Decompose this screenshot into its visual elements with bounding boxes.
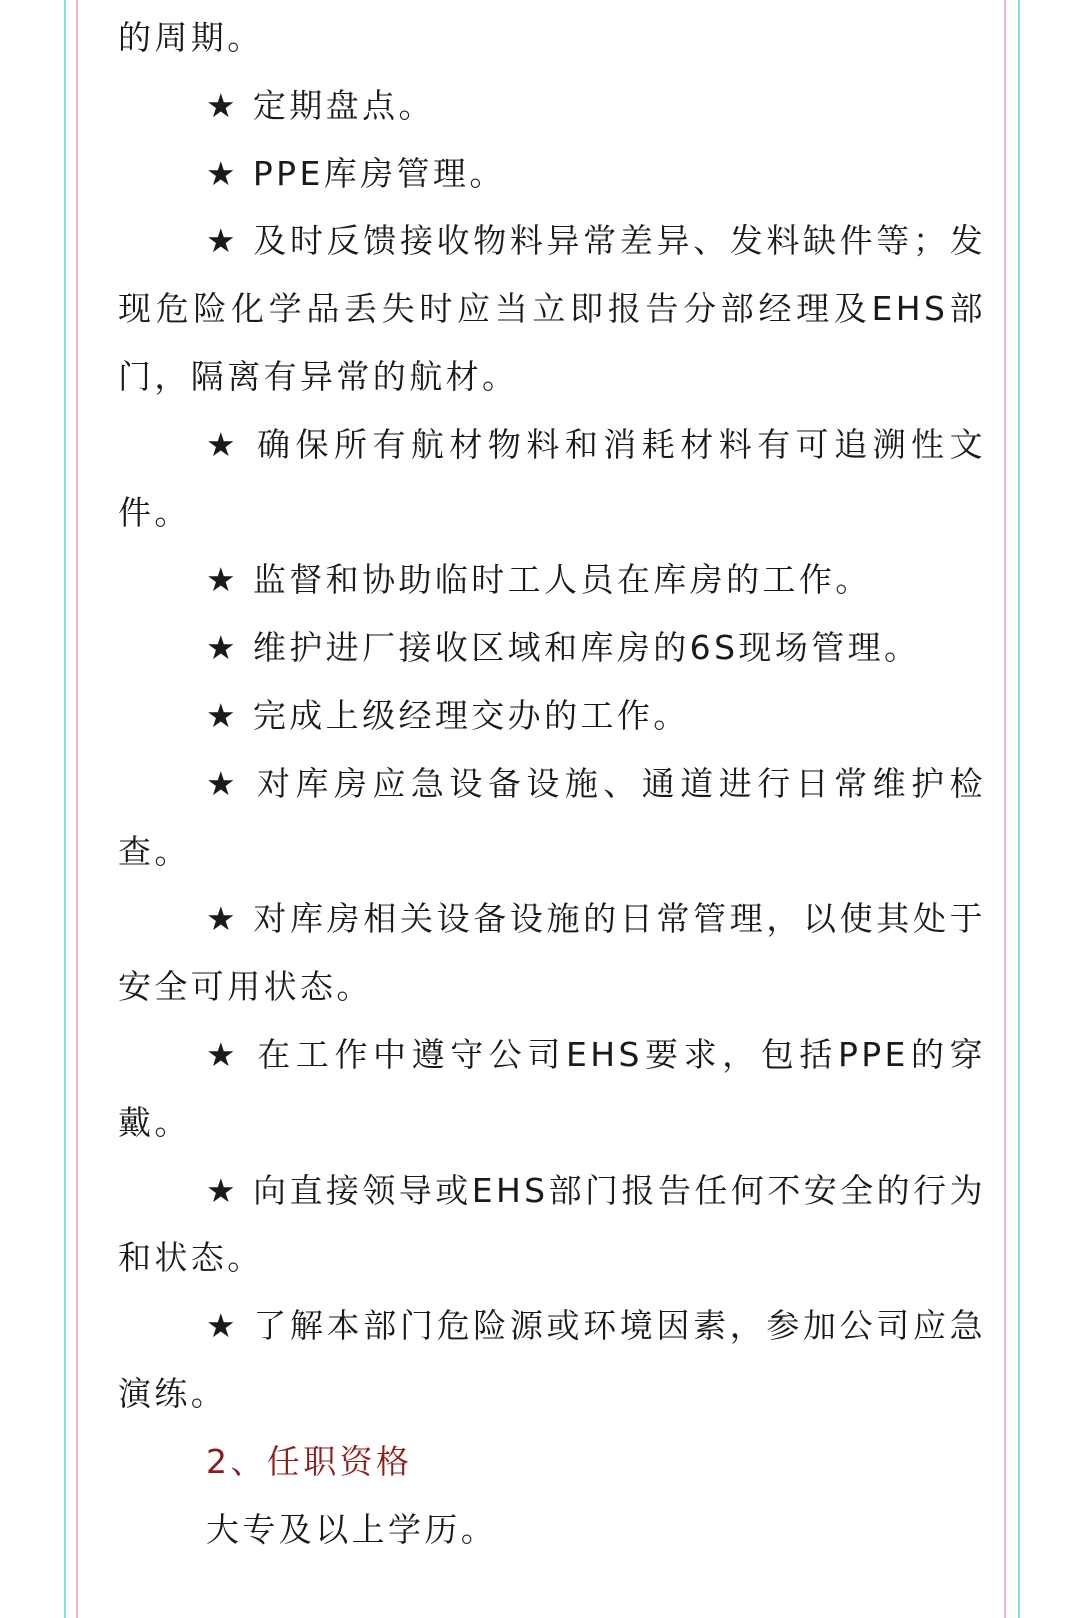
duty-item: ★ 定期盘点。 — [206, 85, 435, 125]
duty-item: ★ 及时反馈接收物料异常差异、发料缺件等；发现危险化学品丢失时应当立即报告分部经理及EHS部门，隔离有异常的航材。 — [118, 221, 986, 396]
right-border-cyan — [1018, 0, 1020, 1618]
duty-item: ★ 监督和协助临时工人员在库房的工作。 — [206, 560, 872, 600]
duty-item: ★ 确保所有航材物料和消耗材料有可追溯性文件。 — [118, 424, 986, 532]
duty-item: ★ PPE库房管理。 — [206, 153, 506, 193]
continuation-text: 的周期。 — [118, 18, 264, 57]
left-border-pink — [76, 0, 78, 1618]
article-body — [118, 0, 986, 1563]
duty-item: ★ 完成上级经理交办的工作。 — [206, 695, 690, 735]
right-border-pink — [1004, 0, 1006, 1618]
section-heading: 2、任职资格 — [206, 1441, 413, 1481]
left-border-cyan — [64, 0, 66, 1618]
duty-item: ★ 向直接领导或EHS部门报告任何不安全的行为和状态。 — [118, 1170, 986, 1278]
duty-item: ★ 对库房相关设备设施的日常管理，以使其处于安全可用状态。 — [118, 899, 986, 1007]
duty-item: ★ 了解本部门危险源或环境因素，参加公司应急演练。 — [118, 1306, 986, 1413]
duty-item: ★ 维护进厂接收区域和库房的6S现场管理。 — [206, 628, 921, 668]
qualification-text: 大专及以上学历。 — [206, 1509, 498, 1549]
duty-item: ★ 对库房应急设备设施、通道进行日常维护检查。 — [118, 763, 986, 871]
duty-item: ★ 在工作中遵守公司EHS要求，包括PPE的穿戴。 — [118, 1034, 986, 1142]
